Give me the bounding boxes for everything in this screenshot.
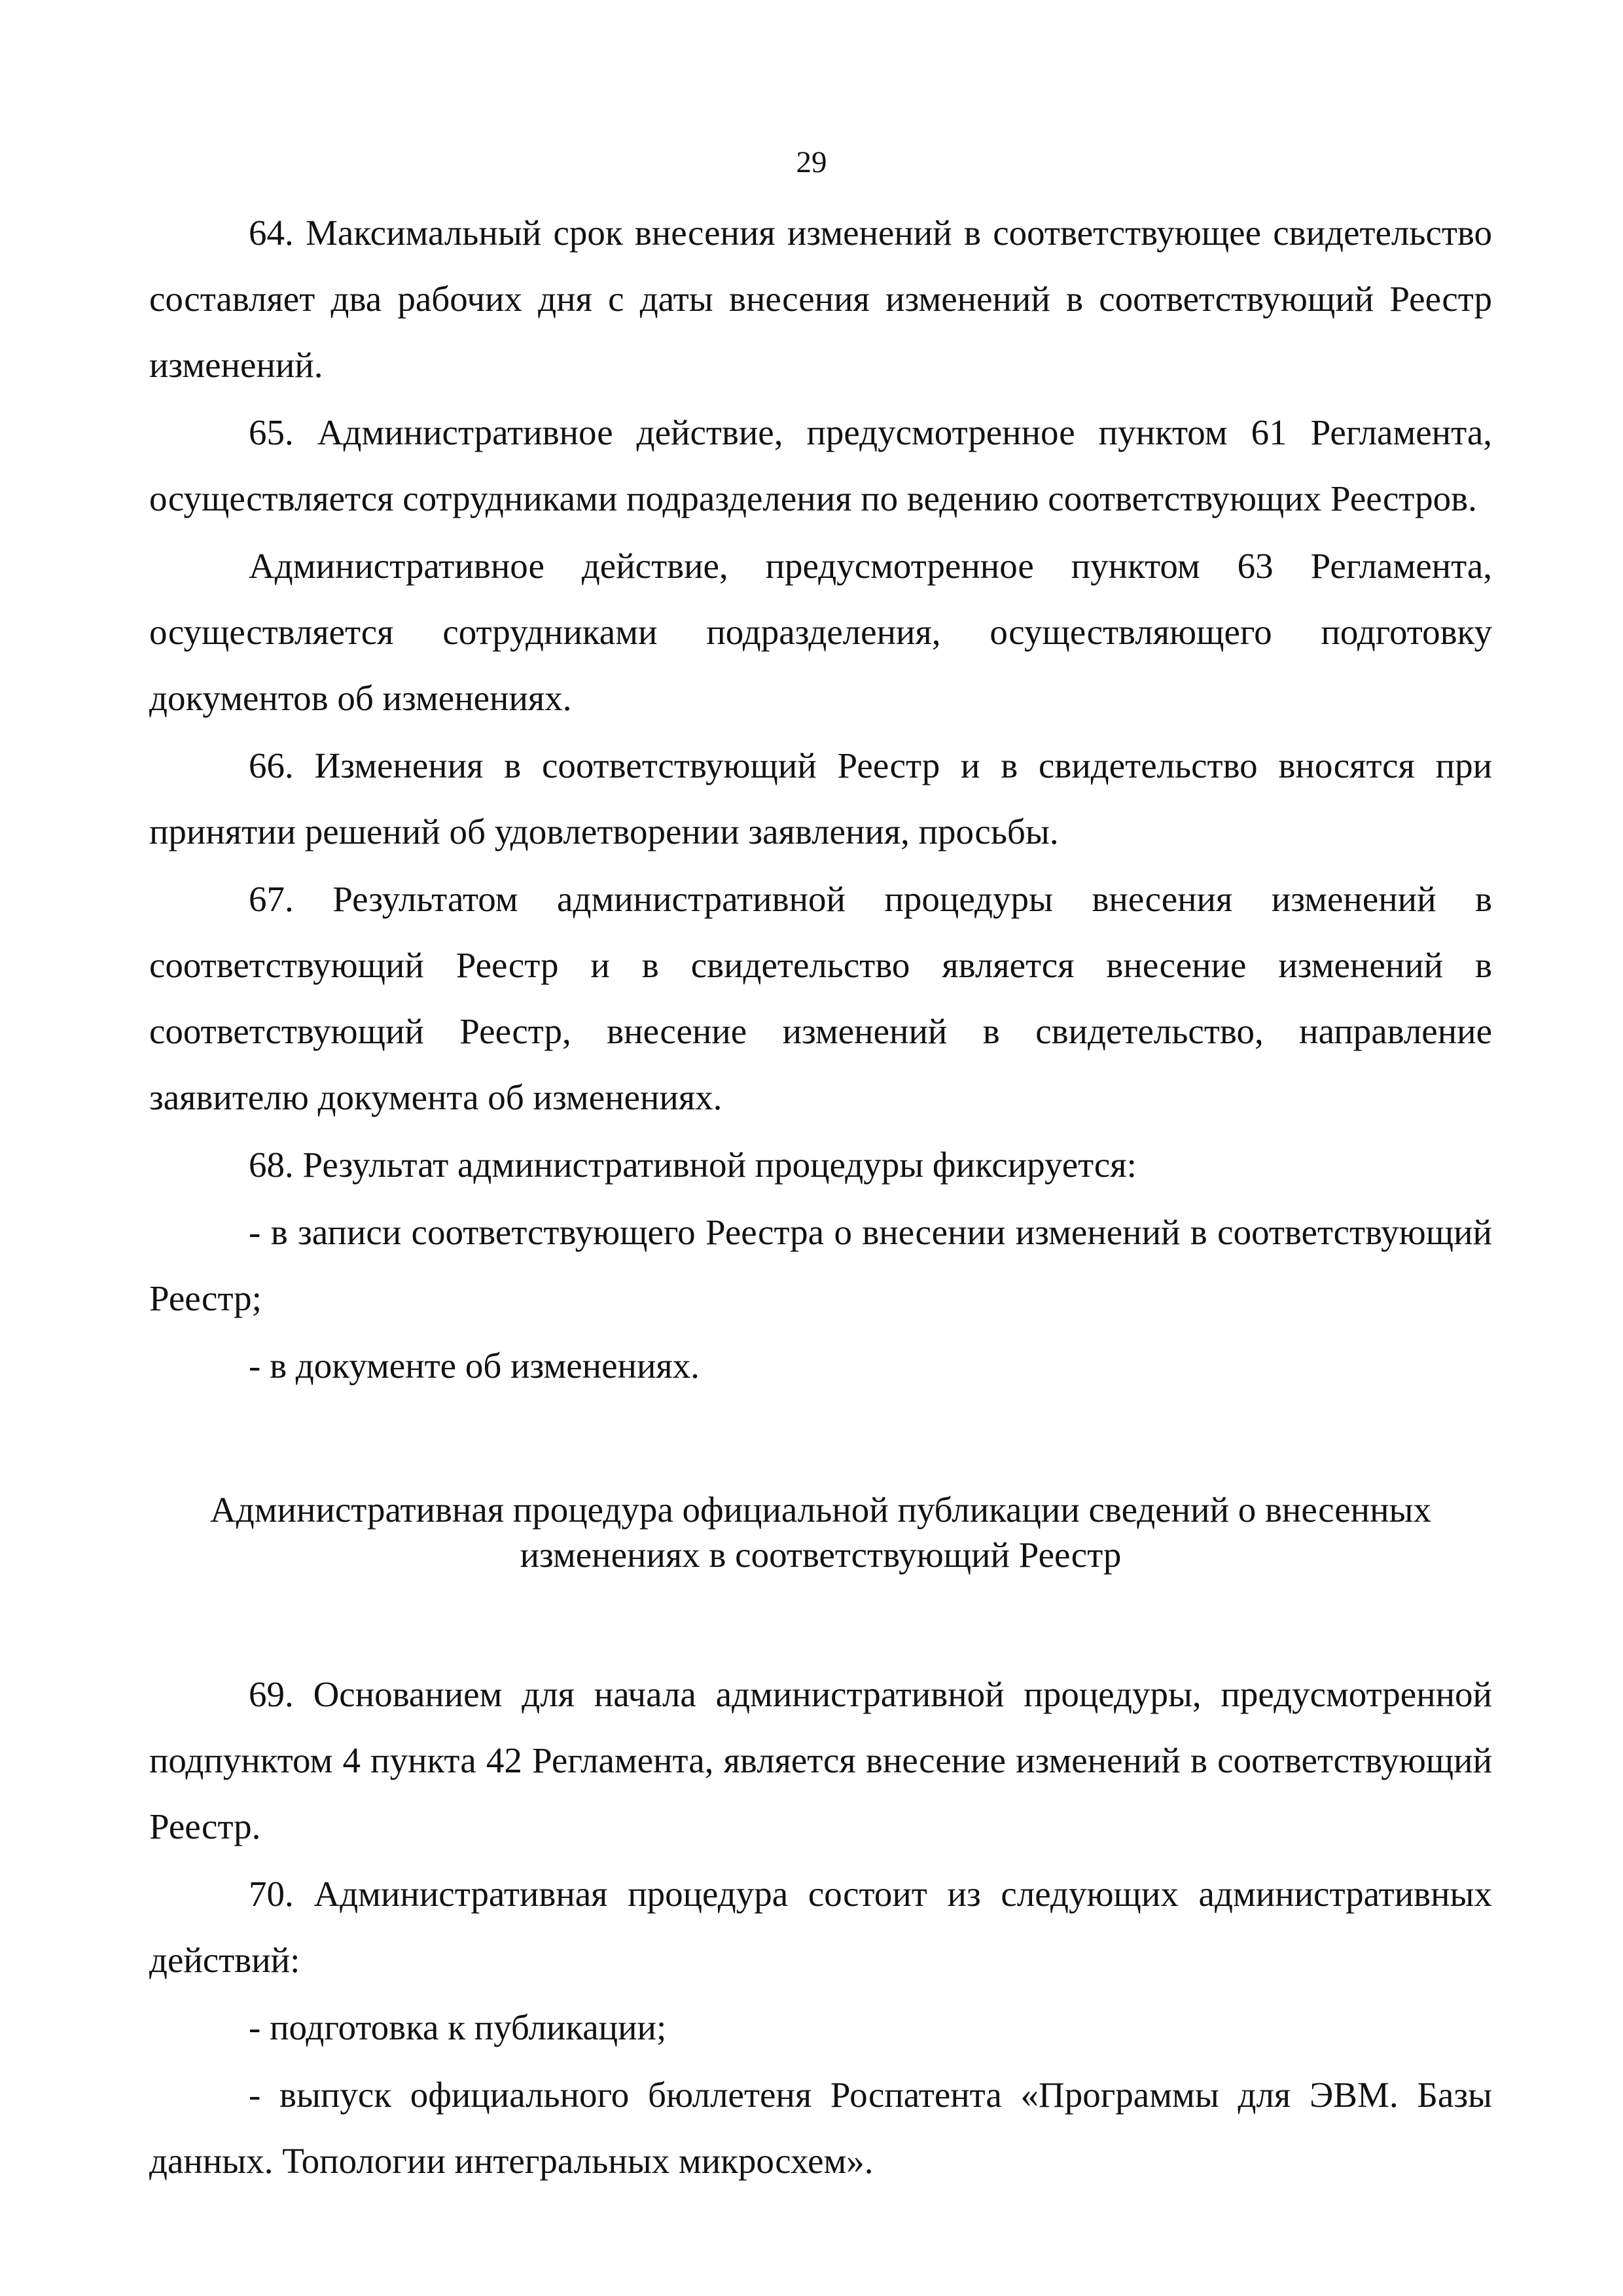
paragraph-66: 66. Изменения в соответствующий Реестр и в свидетельство вносятся при принятии решений об удовлетворении заявления, просьбы. — [149, 745, 1492, 852]
list-item-registry-record: - в записи соответствующего Реестра о внесении изменений в соответствующий Реестр; — [149, 1212, 1492, 1318]
document-body — [149, 200, 1492, 2194]
list-item-bulletin-release: - выпуск официального бюллетеня Роспатента «Программы для ЭВМ. Базы данных. Топологии интегральных микросхем». — [149, 2075, 1492, 2181]
list-item-change-document: - в документе об изменениях. — [249, 1346, 700, 1386]
paragraph-69: 69. Основанием для начала административной процедуры, предусмотренной подпунктом 4 пункта 42 Регламента, является внесение изменений в соответствующий Реестр. — [149, 1674, 1492, 1846]
section-heading-line-2: изменениях в соответствующий Реестр — [520, 1535, 1122, 1575]
paragraph-64: 64. Максимальный срок внесения изменений в соответствующее свидетельство составляет два рабочих дня с даты внесения изменений в соответствующий Реестр изменений. — [149, 213, 1492, 385]
paragraph-67: 67. Результатом административной процедуры внесения изменений в соответствующий Реестр и в свидетельство является внесение изменений в соответствующий Реестр, внесение изменений в свидетельство, направление заявителю документа об изменениях. — [149, 879, 1492, 1117]
section-heading-line-1: Административная процедура официальной публикации сведений о внесенных — [210, 1490, 1431, 1530]
section-heading — [149, 1487, 1492, 1577]
paragraph-70: 70. Административная процедура состоит из следующих административных действий: — [149, 1874, 1492, 1980]
page-number: 29 — [796, 145, 827, 179]
list-item-publication-preparation: - подготовка к публикации; — [249, 2007, 667, 2047]
paragraph-65: 65. Административное действие, предусмотренное пунктом 61 Регламента, осуществляется сотрудниками подразделения по ведению соответствующих Реестров. — [149, 412, 1492, 518]
paragraph-65-continuation: Административное действие, предусмотренное пунктом 63 Регламента, осуществляется сотрудниками подразделения, осуществляющего подготовку документов об изменениях. — [149, 546, 1492, 718]
paragraph-68: 68. Результат административной процедуры фиксируется: — [249, 1145, 1137, 1185]
